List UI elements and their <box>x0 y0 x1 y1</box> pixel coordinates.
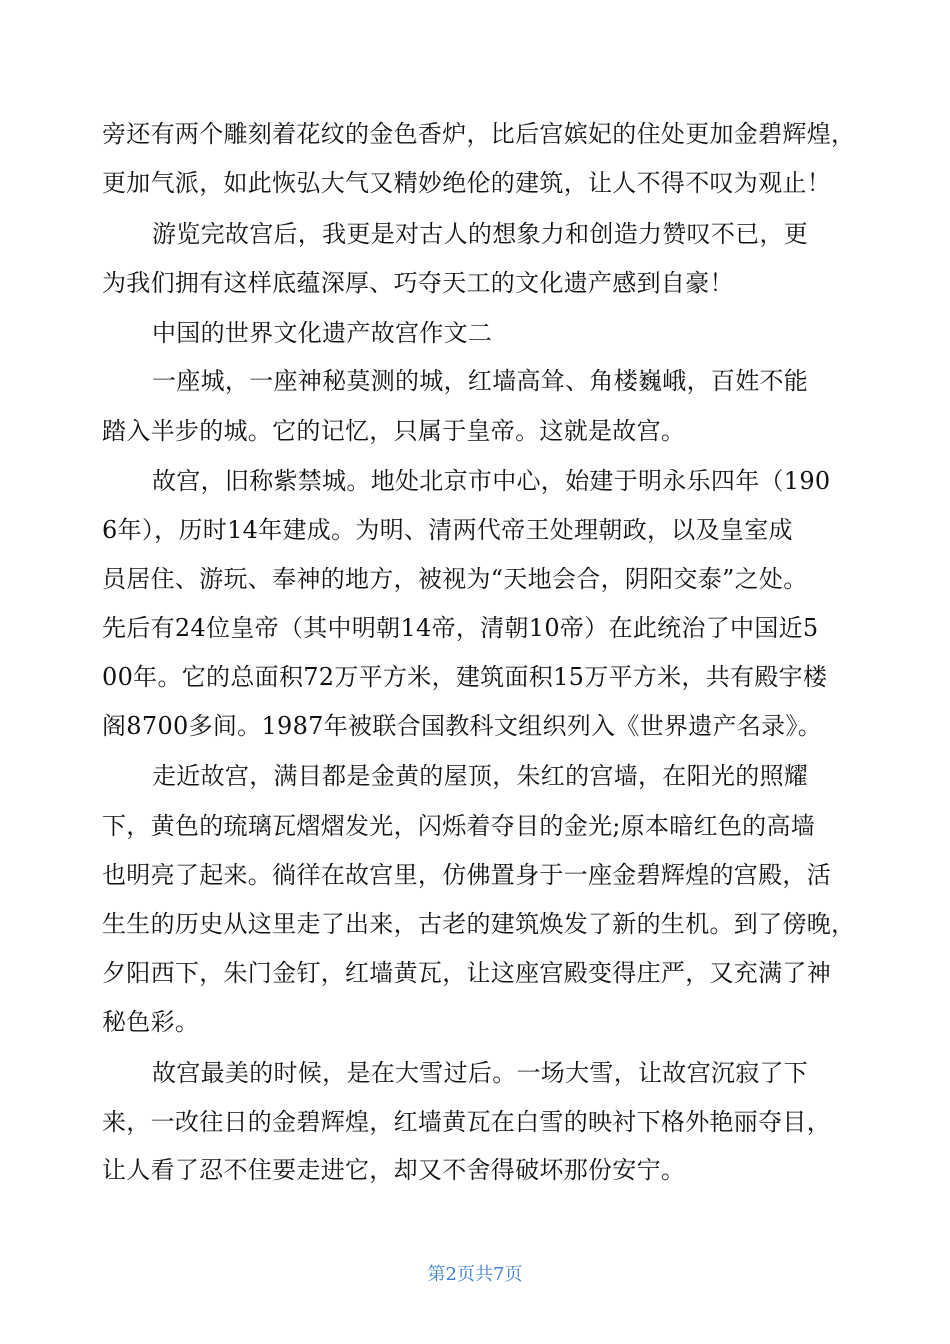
text-line: 秘色彩。 <box>102 1008 200 1036</box>
text-line: 为我们拥有这样底蕴深厚、巧夺天工的文化遗产感到自豪！ <box>102 269 734 297</box>
text-line: 踏入半步的城。它的记忆，只属于皇帝。这就是故宫。 <box>102 417 686 445</box>
section-heading: 中国的世界文化遗产故宫作文二 <box>152 319 493 347</box>
page-number-footer: 第2页共7页 <box>427 1264 523 1285</box>
text-line: 00年。它的总面积72万平方米，建筑面积15万平方米，共有殿宇楼 <box>102 663 828 691</box>
text-line: 下，黄色的琉璃瓦熠熠发光，闪烁着夺目的金光;原本暗红色的高墙 <box>102 812 816 840</box>
text-line: 生生的历史从这里走了出来，古老的建筑焕发了新的生机。到了傍晚， <box>102 910 856 938</box>
paragraph-start-line: 故宫最美的时候，是在大雪过后。一场大雪，让故宫沉寂了下 <box>152 1059 809 1087</box>
text-line: 旁还有两个雕刻着花纹的金色香炉，比后宫嫔妃的住处更加金碧辉煌， <box>102 120 856 148</box>
text-line: 员居住、游玩、奉神的地方，被视为“天地会合，阴阳交泰”之处。 <box>102 565 808 593</box>
paragraph-start-line: 走近故宫，满目都是金黄的屋顶，朱红的宫墙，在阳光的照耀 <box>152 762 809 790</box>
text-line: 先后有24位皇帝（其中明朝14帝，清朝10帝）在此统治了中国近5 <box>102 614 819 642</box>
text-line: 更加气派，如此恢弘大气又精妙绝伦的建筑，让人不得不叹为观止！ <box>102 169 831 197</box>
text-line: 让人看了忍不住要走进它，却又不舍得破坏那份安宁。 <box>102 1156 686 1184</box>
paragraph-start-line: 游览完故宫后，我更是对古人的想象力和创造力赞叹不已，更 <box>152 220 809 248</box>
text-line: 阁8700多间。1987年被联合国教科文组织列入《世界遗产名录》。 <box>102 712 823 740</box>
paragraph-start-line: 一座城，一座神秘莫测的城，红墙高耸、角楼巍峨，百姓不能 <box>152 367 809 395</box>
paragraph-start-line: 故宫，旧称紫禁城。地处北京市中心，始建于明永乐四年（190 <box>152 467 831 495</box>
text-line: 也明亮了起来。徜徉在故宫里，仿佛置身于一座金碧辉煌的宫殿，活 <box>102 861 831 889</box>
text-line: 来，一改往日的金碧辉煌，红墙黄瓦在白雪的映衬下格外艳丽夺目， <box>102 1108 831 1136</box>
text-line: 夕阳西下，朱门金钉，红墙黄瓦，让这座宫殿变得庄严，又充满了神 <box>102 959 831 987</box>
text-line: 6年），历时14年建成。为明、清两代帝王处理朝政，以及皇室成 <box>102 516 793 544</box>
